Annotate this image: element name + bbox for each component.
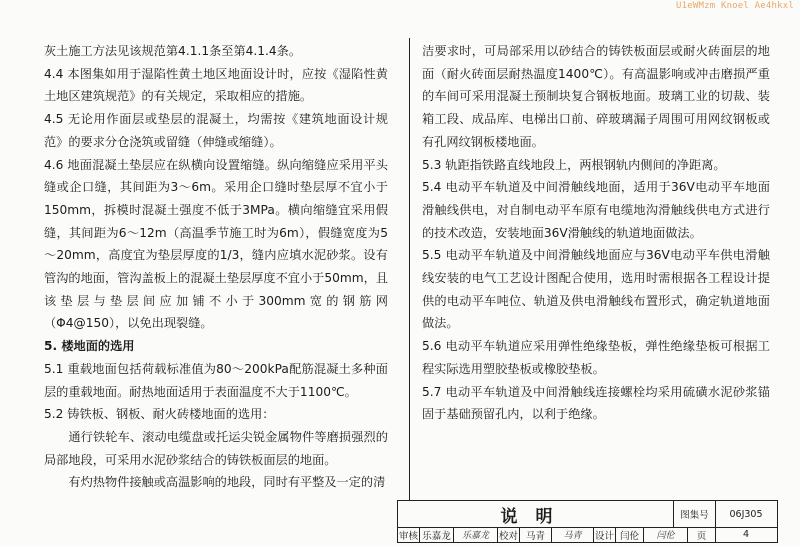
paragraph: 4.5 无论用作面层或垫层的混凝土，均需按《建筑地面设计规范》的要求分仓浇筑或留缝（伸缝或缩缝）。 [44, 112, 388, 149]
checker-name: 马青 [520, 527, 552, 542]
paragraph: 灰土施工方法见该规范第4.1.1条至第4.1.4条。 [44, 44, 302, 58]
designer-signature: 闫伦 [644, 527, 688, 542]
checker-signature: 马青 [552, 527, 594, 542]
atlas-number: 06J305 [729, 508, 763, 520]
left-text-column [44, 40, 388, 494]
paragraph: 5.1 重载地面包括荷载标准值为80～200kPa配筋混凝土多种面层的重载地面。耐热地面适用于表面温度不大于1100℃。 [44, 361, 388, 399]
page-label: 页 [688, 527, 716, 542]
paragraph: 5.5 电动平车轨道及中间滑触线地面应与36V电动平车供电滑触线安装的电气工艺设计图配合使用，选用时需根据各工程设计提供的电动平车吨位、轨道及供电滑触线布置形式，确定轨道地面做法。 [422, 248, 770, 331]
check-label: 校对 [498, 527, 520, 542]
page-number: 4 [742, 529, 750, 540]
designer-name: 闫伦 [616, 527, 644, 542]
column-divider [409, 38, 410, 500]
reviewer-signature: 乐嘉龙 [454, 527, 498, 542]
atlas-number-label: 图集号 [674, 501, 716, 527]
title-block [397, 500, 778, 543]
document-title: 说明 [500, 506, 571, 527]
document-title-cell [398, 501, 674, 527]
right-text-column [422, 40, 770, 426]
paragraph: 4.6 地面混凝土垫层应在纵横向设置缩缝。纵向缩缝应采用平头缝或企口缝，其间距为3～6m。采用企口缝时垫层厚不宜小于150mm，拆模时混凝土强度不低于3MPa。横向缩缝宜采用假缝，其间距为6～12m（高温季节施工时为6m），假缝宽度为5～20mm，高度宜为垫层厚度的1/3，缝内应填水泥砂浆。设有管沟的地面，管沟盖板上的混凝土垫层厚度不宜小于50mm，且该垫层与垫层间应加铺不小于300mm宽的钢筋网（Φ4@150），以免出现裂缝。 [44, 157, 388, 331]
watermark: U1eWMzm Knoel Ae4hkxl [676, 1, 794, 11]
paragraph: 5.3 轨距指铁路直线地段上，两根钢轨内侧间的净距离。 [422, 157, 726, 172]
paragraph: 5.4 电动平车轨道及中间滑触线地面，适用于36V电动平车地面滑触线供电，对自制电动平车原有电缆地沟滑触线供电方式进行的技术改造，安装地面36V滑触线的轨道地面做法。 [422, 180, 770, 240]
review-label: 审核 [398, 527, 420, 542]
paragraph: 5.2 铸铁板、钢板、耐火砖楼地面的选用： [44, 407, 275, 422]
paragraph: 洁要求时，可局部采用以砂结合的铸铁板面层或耐火砖面层的地面（耐火砖面层耐热温度1400℃）。有高温影响或冲击磨损严重的车间可采用混凝土预制块复合钢板地面。玻璃工业的切裁、装箱工段、成品库、电梯出口前、碎玻璃漏子周围可用网纹钢板或有孔网纹钢板楼地面。 [422, 44, 770, 149]
paragraph: 4.4 本图集如用于湿陷性黄土地区地面设计时，应按《湿陷性黄土地区建筑规范》的有关规定，采取相应的措施。 [44, 66, 388, 104]
paragraph: 5.7 电动平车轨道及中间滑触线连接螺栓均采用硫磺水泥砂浆锚固于基础预留孔内，以利于绝缘。 [422, 384, 770, 422]
paragraph: 有灼热物件接触或高温影响的地段，同时有平整及一定的清 [68, 475, 386, 490]
paragraph: 5.6 电动平车轨道应采用弹性绝缘垫板，弹性绝缘垫板可根据工程实际选用塑胶垫板或橡胶垫板。 [422, 339, 770, 376]
paragraph: 通行铁轮车、滚动电缆盘或托运尖锐金属物件等磨损强烈的局部地段，可采用水泥砂浆结合的铸铁板面层的地面。 [44, 429, 388, 467]
section-heading: 5. 楼地面的选用 [44, 339, 135, 354]
reviewer-name: 乐嘉龙 [420, 527, 454, 542]
design-label: 设计 [594, 527, 616, 542]
